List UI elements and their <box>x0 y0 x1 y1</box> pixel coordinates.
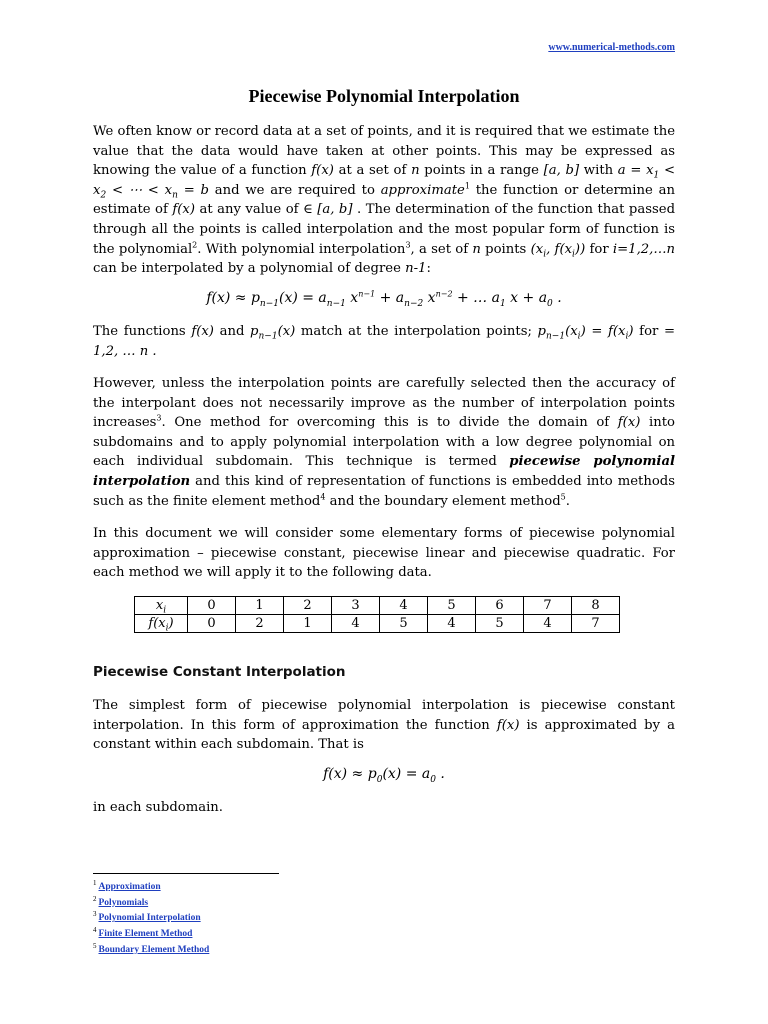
footnote-item: $^4$ Finite Element Method <box>93 925 193 940</box>
footnote-ref[interactable]: 2 <box>192 240 198 250</box>
site-link[interactable]: www.numerical-methods.com <box>548 42 675 53</box>
piecewise-paragraph: However, unless the interpolation points are carefully selected then the accuracy of the interpolant does not necessarily improve as the number of interpolation points increases$^3$. One method for overcoming this is to divide the domain of f(x) into subdomains and to apply polynomial interpolation with a low degree polynomial on each individual subdomain. This technique is termed piecewise polynomial interpolation and this kind of representation of functions is embedded into methods such as the finite element method$^4$ and the boundary element method$^5$. <box>93 376 676 509</box>
footnote-item: $^1$ Approximation <box>93 879 161 893</box>
section-heading: Piecewise Constant Interpolation <box>93 664 346 680</box>
table-cell: 5 <box>476 615 524 633</box>
polynomial-equation: $f(x) \approx p_{n-1}(x) = a_{n-1}$ $x^{n-1} + a_{n-2}$ $x^{n-2}$ + … $a_1$ $x + a_0$ . <box>206 289 562 309</box>
footnote-item: $^2$ Polynomials <box>93 894 149 908</box>
intro-paragraph: We often know or record data at a set of points, and it is required that we estimate the value that the data would have taken at other points. This may be expressed as knowing the value of a function f(x) at a set of n points in a range [a, b] with $a = x_1 < x_2$ < ⋯ < $x_n = b$ and we are required to approximate$^1$ the function or determine an estimate of f(x) at any value of ∈ [a, b] . The determination of the function that passed through all the points is called interpolation and the most popular form of function is the polynomial$^2$. With polynomial interpolation$^3$, a set of n points ($x_i$, $f(x_i)$) for i=1,2,…n can be interpolated by a polynomial of degree n-1: <box>93 124 676 277</box>
table-cell: 1 <box>284 615 332 633</box>
table-cell: 4 <box>332 615 380 633</box>
footnote-link-polynomials[interactable]: Polynomials <box>98 897 149 908</box>
data-table <box>134 596 620 633</box>
table-cell: 3 <box>332 597 380 615</box>
table-cell: 4 <box>524 615 572 633</box>
match-paragraph: The functions f(x) and $p_{n-1}(x)$ match at the interpolation points; $p_{n-1}(x_i) = f(x_i)$ for = 1,2, … n . <box>93 324 676 359</box>
table-cell: 6 <box>476 597 524 615</box>
table-cell: 2 <box>284 597 332 615</box>
table-cell: 4 <box>380 597 428 615</box>
constant-equation: $f(x) \approx p_0(x) = a_0$ . <box>323 766 445 785</box>
footnote-divider <box>93 873 279 874</box>
table-cell: 2 <box>236 615 284 633</box>
table-row-f <box>135 615 620 633</box>
footnote-ref[interactable]: 1 <box>464 181 470 191</box>
document-scope-paragraph: In this document we will consider some elementary forms of piecewise polynomial approximation – piecewise constant, piecewise linear and piecewise quadratic. For each method we will apply it to the following data. <box>93 526 675 581</box>
table-cell: 7 <box>572 615 620 633</box>
footnote-item: $^5$ Boundary Element Method <box>93 941 210 955</box>
table-cell: 7 <box>524 597 572 615</box>
table-header-x: $x_i$ <box>135 597 188 615</box>
table-cell: 0 <box>188 597 236 615</box>
table-cell: 0 <box>188 615 236 633</box>
table-cell: 1 <box>236 597 284 615</box>
footnotes <box>93 878 209 956</box>
table-cell: 8 <box>572 597 620 615</box>
footnote-link-approximation[interactable]: Approximation <box>98 882 161 893</box>
footnote-link-finite-element-method[interactable]: Finite Element Method <box>98 929 193 940</box>
footnote-ref[interactable]: 3 <box>156 413 162 423</box>
table-row-x <box>135 597 620 615</box>
page-title: Piecewise Polynomial Interpolation <box>248 86 520 106</box>
subdomain-paragraph: in each subdomain. <box>93 800 223 815</box>
footnote-ref[interactable]: 5 <box>560 492 566 502</box>
table-header-f: $f(x_i)$ <box>135 615 188 633</box>
table-cell: 5 <box>428 597 476 615</box>
table-cell: 5 <box>380 615 428 633</box>
table-cell: 4 <box>428 615 476 633</box>
footnote-item: $^3$ Polynomial Interpolation <box>93 910 201 924</box>
footnote-ref[interactable]: 4 <box>320 492 326 502</box>
footnote-ref[interactable]: 3 <box>405 240 411 250</box>
footnote-link-polynomial-interpolation[interactable]: Polynomial Interpolation <box>98 913 201 924</box>
constant-paragraph: The simplest form of piecewise polynomial interpolation is piecewise constant interpolation. In this form of approximation the function f(x) is approximated by a constant within each subdomain. That is <box>93 698 675 753</box>
footnote-link-boundary-element-method[interactable]: Boundary Element Method <box>98 944 210 955</box>
